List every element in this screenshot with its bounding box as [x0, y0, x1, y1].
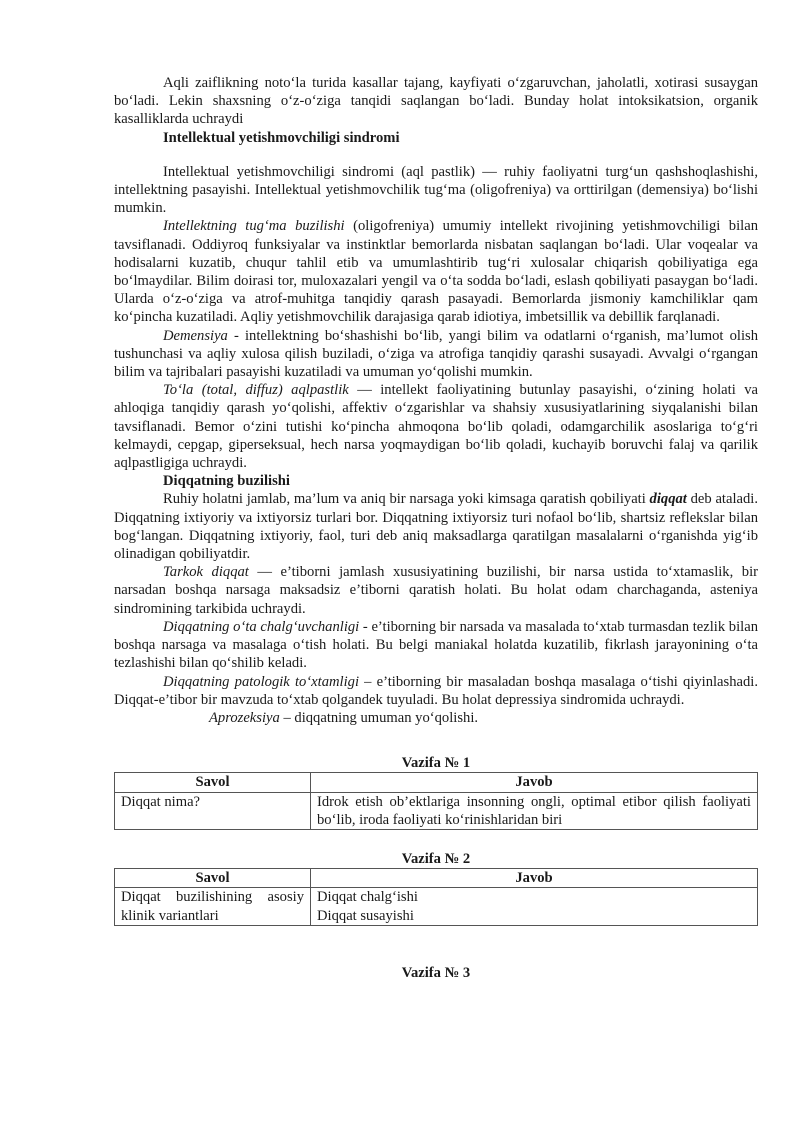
paragraph-text: — e’tiborni jamlash xususiyatining buzilishi, bir narsa ustida to‘xtamaslik, bir narsadan boshqa narsaga maksadsiz e’tiborni qaratish holati. Bu holat odam charchaganda, asteniya sindromining tarkibida uchraydi.: [114, 564, 759, 617]
term-attention: diqqat: [649, 491, 687, 508]
table-header-row: [115, 869, 758, 888]
spacer: [114, 727, 758, 754]
column-header-question: Savol: [115, 773, 311, 792]
document-page: [114, 74, 758, 982]
task-2-table: [114, 868, 758, 926]
paragraph-text: - intellektning bo‘shashishi bo‘lib, yangi bilim va odatlarni o‘rganish, ma’lumot olish tushunchasi va aqliy xulosa qilish buziladi, o‘ziga va atrofiga tanqidiy qarashi susayadi. Avvalgi o‘rgangan bilim va tajribalari pasayishi kuzatiladi va umuman yo‘qolishi mumkin.: [114, 327, 758, 381]
column-header-answer: Javob: [311, 869, 758, 888]
paragraph-dementia: [114, 327, 758, 382]
spacer: [114, 147, 758, 163]
table-row: [115, 888, 758, 925]
term-total-dementia: To‘la (total, diffuz) aqlpastlik: [163, 382, 349, 399]
question-cell: Diqqat nima?: [115, 792, 311, 829]
paragraph-text: deb ataladi. Diqqatning ixtiyoriy va ixtiyorsiz turlari bor. Diqqatning ixtiyorsiz turi nofaol bo‘lib, shartsiz reflekslar bilan bog‘langan. Diqqatning ixtiyoriy, faol, turi deb aniq maksadlarga qaratilgan masalalarni o‘rganishda yig‘ib olinadigan qobiliyatdir.: [114, 491, 758, 563]
term-distractibility: Diqqatning o‘ta chalg‘uvchanligi: [163, 618, 360, 635]
table-header-row: [115, 773, 758, 792]
task-1-title: Vazifa № 1: [401, 755, 471, 772]
paragraph-scattered-attention: [114, 563, 758, 618]
term-pathological-fixation: Diqqatning patologik to‘xtamligi: [163, 673, 359, 690]
spacer: [114, 830, 758, 850]
task-2-title: Vazifa № 2: [401, 850, 471, 867]
task-3-title: Vazifa № 3: [401, 964, 471, 981]
paragraph-distractibility: [114, 618, 758, 673]
answer-line: Diqqat susayishi: [317, 907, 414, 924]
paragraph-text: - e’tiborning bir narsada va masalada to‘xtab turmasdan tezlik bilan boshqa narsaga va masalaga o‘tish holati. Bu belgi maniakal holatda kuzatilib, fikrlash jarayonining o‘ta tezlashishi bilan qo‘shilib keladi.: [114, 618, 758, 672]
table-row: [115, 792, 758, 829]
paragraph-text: – diqqatning umuman yo‘qolishi.: [279, 709, 479, 726]
answer-cell: Idrok etish ob’ektlariga insonning ongli, optimal etibor qilish faoliyati bo‘lib, iroda faoliyati ko‘rinishlaridan biri: [311, 792, 758, 829]
term-scattered-attention: Tarkok diqqat: [163, 564, 249, 581]
task-1-table: [114, 772, 758, 830]
paragraph-incomplete-dementia: Aqli zaiflikning noto‘la turida kasallar tajang, kayfiyati o‘zgaruvchan, jaholatli, xotirasi susaygan bo‘ladi. Lekin shaxsning o‘z-o‘ziga tanqidi saqlangan bo‘ladi. Bunday holat intoksikatsion, organik kasalliklarda uchraydi: [114, 75, 758, 128]
paragraph-text: (oligofreniya) umumiy intellekt rivojining yetishmovchiligi bilan tavsiflanadi. Oddiyroq funksiyalar va instinktlar bemorlarda nisbatan saqlangan bo‘ladi. Ular voqealar va hodisalarni kuzatib, chuqur tahlil etib va umumlashtirib tug‘ri xulosalar chiqarish qobiliyatiga ega bo‘lmaydilar. Bilim doirasi tor, muloxazalari yengil va o‘ta sodda bo‘ladi, eslash qobiliyati pasaygan bo‘ladi. Ularda o‘z-o‘ziga va atrof-muhitga tanqidiy qarash pasayadi. Bemorlarda jismoniy kamchiliklar qam ko‘pincha kuzatiladi. Aqliy yetishmovchilik darajasiga qarab idiotiya, imbetsillik va debillik farqlanadi.: [114, 218, 758, 326]
paragraph-congenital-intellect: [114, 217, 758, 326]
spacer: [114, 926, 758, 964]
column-header-question: Savol: [115, 869, 311, 888]
heading-attention-disorders: Diqqatning buzilishi: [163, 473, 290, 490]
paragraph-text: — intellekt faoliyatining butunlay pasayishi, o‘zining holati va ahloqiga tanqidiy qarash yo‘qolishi, affektiv o‘zgarishlar va shahsiy xususiyatlarining siyqalanishi bilan tavsiflanadi. Bemor o‘zini tutishi ko‘pincha ahmoqona bo‘lib qoladi, odamgarchilik asoslariga to‘g‘ri kelmaydi, cepgap, giperseksual, hech narsa yoqmaydigan bo‘lib qoladi, kuchayib boruvchi falaj va qarilik aqlpastligiga uchraydi.: [114, 382, 758, 472]
paragraph-aprosexia: [114, 709, 758, 727]
paragraph-text: – e’tiborning bir masaladan boshqa masalaga o‘tishi qiyinlashadi. Diqqat-e’tibor bir mavzuda to‘xtab qolgandek tuyuladi. Bu holat depressiya sindromida uchraydi.: [114, 673, 758, 708]
answer-line: Diqqat chalg‘ishi: [317, 889, 418, 906]
term-dementia: Demensiya: [163, 327, 228, 344]
column-header-answer: Javob: [311, 773, 758, 792]
paragraph-intellectual-deficit-definition: Intellektual yetishmovchiligi sindromi (aql pastlik) — ruhiy faoliyatni turg‘un qashshoqlashishi, intellektning pasayishi. Intellektual yetishmovchilik tug‘ma (oligofreniya) va orttirilgan (demensiya) bo‘lishi mumkin.: [114, 163, 758, 217]
paragraph-text: Ruhiy holatni jamlab, ma’lum va aniq bir narsaga yoki kimsaga qaratish qobiliyati: [163, 491, 650, 508]
question-cell: Diqqat buzilishining asosiy klinik variantlari: [115, 888, 311, 925]
paragraph-total-dementia: [114, 381, 758, 472]
heading-intellectual-deficit: Intellektual yetishmovchiligi sindromi: [163, 129, 400, 146]
paragraph-pathological-fixation: [114, 673, 758, 709]
term-aprosexia: Aprozeksiya: [209, 709, 280, 726]
answer-cell: [311, 888, 758, 925]
term-congenital-intellect: Intellektning tug‘ma buzilishi: [163, 218, 345, 235]
paragraph-attention-definition: [114, 490, 758, 563]
